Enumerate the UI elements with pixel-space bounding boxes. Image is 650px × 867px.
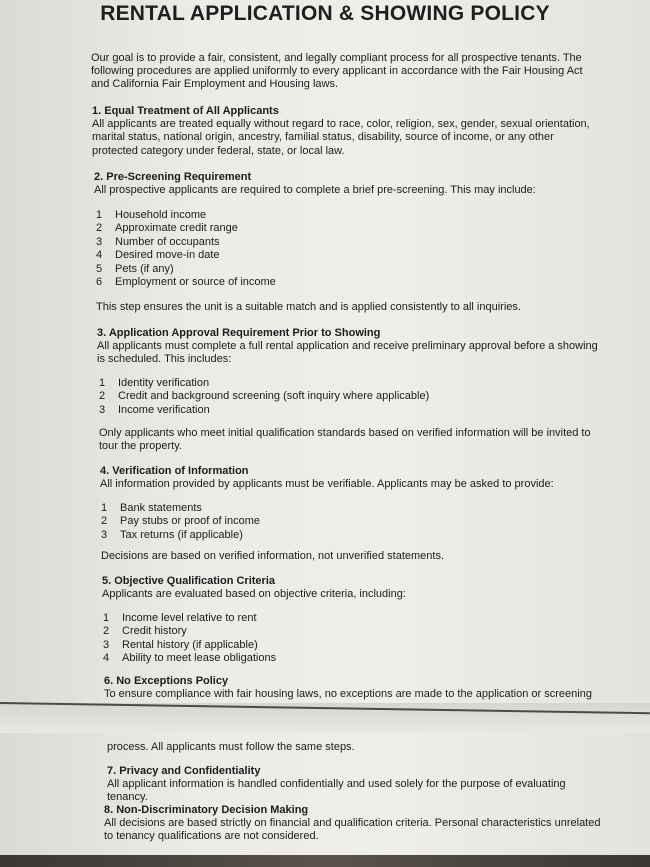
section-4-note: Decisions are based on verified information, not unverified statements. <box>101 550 445 562</box>
section-2-body: All prospective applicants are required to complete a brief pre-screening. This may include: <box>94 184 536 197</box>
section-3 <box>97 327 599 367</box>
section-6 <box>104 675 604 701</box>
section-3-note: Only applicants who meet initial qualification standards based on verified information will be invited to tour the property. <box>99 427 591 453</box>
list-item: 3 Tax returns (if applicable) <box>101 528 243 541</box>
section-6-continued: process. All applicants must follow the same steps. <box>107 741 355 753</box>
list-item: 2 Approximate credit range <box>96 222 238 235</box>
section-1-heading: 1. Equal Treatment of All Applicants <box>92 105 279 117</box>
section-4-heading: 4. Verification of Information <box>100 465 249 477</box>
list-item: 4 Ability to meet lease obligations <box>103 652 277 665</box>
section-3-heading: 3. Application Approval Requirement Prior to Showing <box>97 327 381 339</box>
list-item: 3 Number of occupants <box>96 235 220 248</box>
section-6-body: To ensure compliance with fair housing laws, no exceptions are made to the application or screening <box>104 688 592 701</box>
list-item: 1 Household income <box>96 209 207 221</box>
section-5-heading: 5. Objective Qualification Criteria <box>102 575 275 587</box>
list-item: 2 Credit history <box>103 625 187 638</box>
section-4-list <box>101 502 501 542</box>
section-2-list <box>96 209 496 289</box>
section-7-body: All applicant information is handled confidentially and used solely for the purpose of evaluating tenancy. <box>107 778 566 804</box>
list-item: 3 Rental history (if applicable) <box>103 638 258 651</box>
list-item: 6 Employment or source of income <box>96 276 276 289</box>
section-7 <box>107 765 607 805</box>
list-item: 1 Bank statements <box>101 502 202 514</box>
section-8 <box>104 804 604 844</box>
section-1-body: All applicants are treated equally without regard to race, color, religion, sex, gender, sexual orientation, marital status, national origin, ancestry, familial status, disability, source of income, or any other protected category under federal, state, or local law. <box>92 118 590 157</box>
list-item: 2 Pay stubs or proof of income <box>101 515 261 528</box>
section-8-heading: 8. Non-Discriminatory Decision Making <box>104 804 309 816</box>
section-5 <box>102 575 602 601</box>
section-3-body: All applicants must complete a full rental application and receive preliminary approval before a showing is scheduled. This includes: <box>97 340 598 366</box>
section-3-list <box>99 377 519 417</box>
list-item: 1 Identity verification <box>99 377 210 389</box>
section-5-list <box>103 612 503 666</box>
section-8-body: All decisions are based strictly on financial and qualification criteria. Personal characteristics unrelated to tenancy qualifications are not considered. <box>104 817 601 843</box>
section-6-heading: 6. No Exceptions Policy <box>104 675 229 687</box>
list-item: 3 Income verification <box>99 403 210 416</box>
page-title: RENTAL APPLICATION & SHOWING POLICY <box>100 2 550 25</box>
list-item: 1 Income level relative to rent <box>103 612 257 624</box>
list-item: 4 Desired move-in date <box>96 249 220 262</box>
section-2-heading: 2. Pre-Screening Requirement <box>94 171 252 183</box>
intro-paragraph <box>91 52 601 92</box>
bottom-edge-shadow <box>0 855 650 867</box>
section-5-body: Applicants are evaluated based on objective criteria, including: <box>102 588 406 601</box>
section-4-body: All information provided by applicants must be verifiable. Applicants may be asked to provide: <box>100 478 554 491</box>
list-item: 5 Pets (if any) <box>96 262 174 275</box>
section-1 <box>92 105 602 158</box>
section-2-note: This step ensures the unit is a suitable match and is applied consistently to all inquiries. <box>96 301 521 313</box>
section-4 <box>100 465 600 491</box>
intro-text: Our goal is to provide a fair, consistent, and legally compliant process for all prospective tenants. The following procedures are applied uniformly to every applicant in accordance with the Fair Housing Act and California Fair Employment and Housing laws. <box>91 52 583 91</box>
section-7-heading: 7. Privacy and Confidentiality <box>107 765 261 777</box>
list-item: 2 Credit and background screening (soft inquiry where applicable) <box>99 390 430 403</box>
section-2 <box>94 171 604 197</box>
